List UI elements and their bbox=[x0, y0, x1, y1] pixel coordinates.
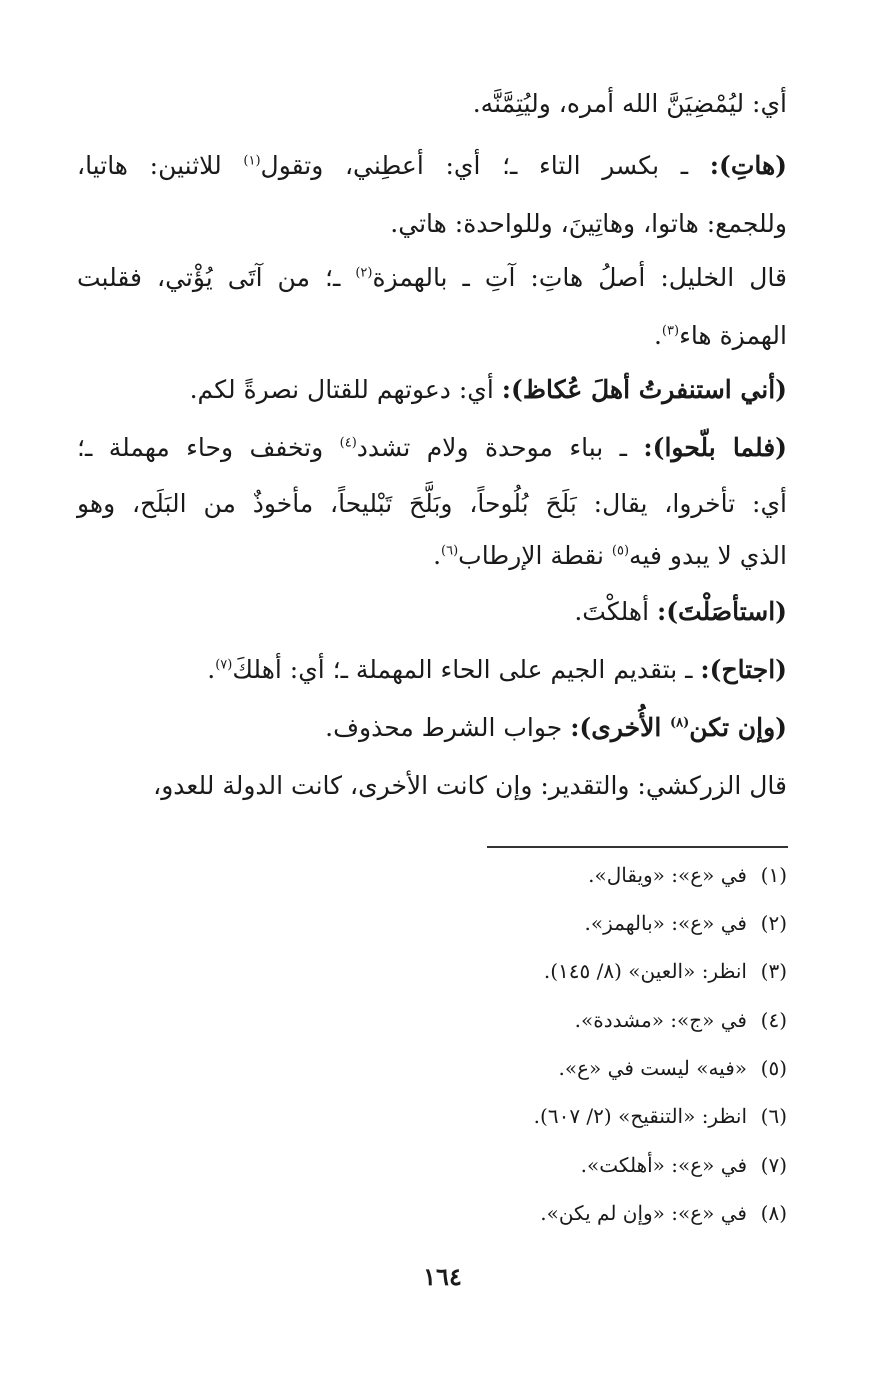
footnote-ref-4: (٤) bbox=[339, 435, 357, 451]
text-line-13: قال الزركشي: والتقدير: وإن كانت الأخرى، كانت الدولة للعدو، bbox=[153, 771, 787, 800]
footnote-1: (١)في «ع»: «ويقال». bbox=[588, 863, 787, 887]
footnote-ref-7: (٧) bbox=[215, 657, 233, 673]
term-istanfart: (أني استنفرتُ أهلَ عُكاظ): bbox=[501, 375, 787, 404]
text-line-3: وللجمع: هاتوا، وهاتِينَ، وللواحدة: هاتي. bbox=[390, 209, 787, 238]
footnote-ref-6: (٦) bbox=[441, 543, 459, 559]
text-line-12: (وإن تكن$^{(٨)}$ الأُخرى): جواب الشرط محذوف. bbox=[325, 713, 787, 742]
term-ballahu: (فلما بلّحوا): bbox=[643, 433, 788, 462]
footnote-ref-2: (٢) bbox=[355, 265, 373, 281]
footnote-7: (٧)في «ع»: «أهلكت». bbox=[580, 1153, 787, 1177]
text-line-11: (اجتاح): ـ بتقديم الجيم على الحاء المهملة ـ؛ أي: أهلكَ$^{(٧)}$. bbox=[207, 655, 787, 684]
text-line-5: الهمزة هاء$^{(٣)}$. bbox=[653, 321, 787, 350]
footnote-ref-8: (٨) bbox=[669, 715, 690, 731]
text-line-4: قال الخليل: أصلُ هاتِ: آتِ ـ بالهمزة$^{(٢)}$ ـ؛ من آتَى يُؤْتي، فقلبت bbox=[77, 263, 787, 292]
text-line-8: أي: تأخروا، يقال: بَلَحَ بُلُوحاً، وبَلَّحَ تَبْليحاً، مأخوذٌ من البَلَح، وهو bbox=[77, 489, 787, 518]
text-line-6: (أني استنفرتُ أهلَ عُكاظ): أي: دعوتهم للقتال نصرةً لكم. bbox=[189, 375, 787, 404]
term-hati: (هاتِ): bbox=[709, 151, 787, 180]
footnote-2: (٢)في «ع»: «بالهمز». bbox=[584, 911, 787, 935]
footnote-ref-3: (٣) bbox=[661, 323, 680, 339]
footnote-6: (٦)انظر: «التنقيح» (٢/ ٦٠٧). bbox=[533, 1104, 787, 1128]
text-line-9: الذي لا يبدو فيه$^{(٥)}$ نقطة الإرطاب$^{(٦)}$. bbox=[433, 541, 787, 570]
footnote-separator bbox=[487, 846, 788, 848]
text-line-2: (هاتِ): ـ بكسر التاء ـ؛ أي: أعطِني، وتقول$^{(١)}$ للاثنين: هاتيا، bbox=[77, 151, 787, 180]
term-ijtah: (اجتاح): bbox=[700, 655, 787, 684]
text-line-7: (فلما بلّحوا): ـ بباء موحدة ولام تشدد$^{(٤)}$ وتخفف وحاء مهملة ـ؛ bbox=[77, 433, 788, 462]
term-istasalta: (استأصَلْتَ): bbox=[657, 597, 787, 626]
page-number: ١٦٤ bbox=[423, 1262, 462, 1291]
text-line-10: (استأصَلْتَ): أهلكْتَ. bbox=[574, 597, 787, 626]
text-line-1: أي: ليُمْضِيَنَّ الله أمره، وليُتِمَّنَّه. bbox=[472, 89, 787, 118]
footnote-4: (٤)في «ج»: «مشددة». bbox=[574, 1008, 787, 1032]
footnote-8: (٨)في «ع»: «وإن لم يكن». bbox=[540, 1201, 787, 1225]
term-wa-in-takun: (وإن تكن$^{(٨)}$ الأُخرى): bbox=[570, 713, 787, 742]
footnote-ref-5: (٥) bbox=[611, 543, 630, 559]
footnote-3: (٣)انظر: «العين» (٨/ ١٤٥). bbox=[543, 959, 787, 983]
footnote-ref-1: (١) bbox=[243, 153, 261, 169]
footnote-5: (٥)«فيه» ليست في «ع». bbox=[558, 1056, 787, 1080]
